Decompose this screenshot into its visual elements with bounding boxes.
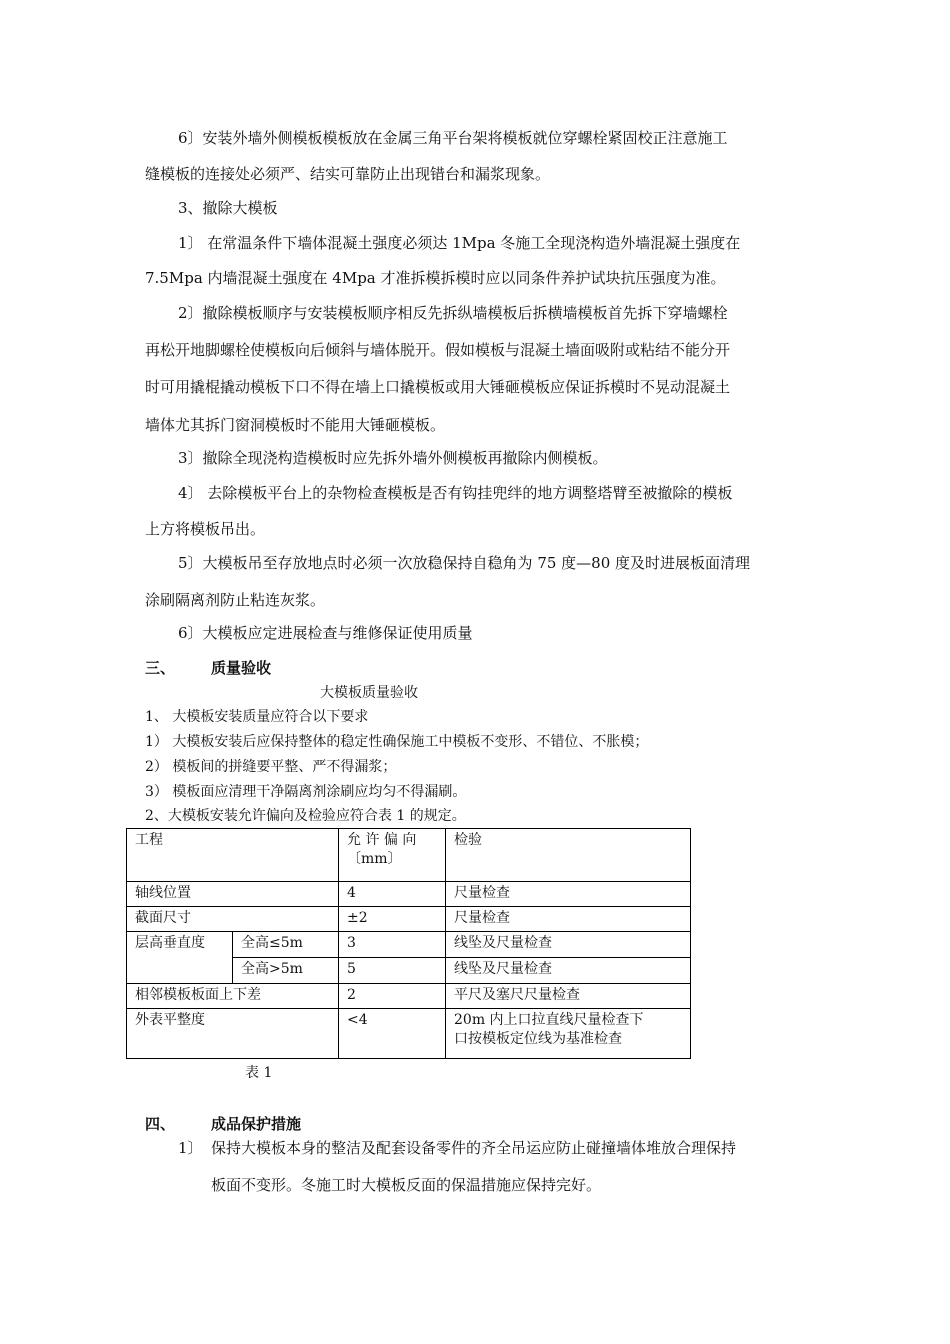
section3-line5: 2、大模板安装允许偏向及检验应符合表 1 的规定。 — [145, 808, 466, 824]
cell-item: 层高垂直度 — [127, 932, 233, 984]
section3-center-title: 大模板质量验收 — [320, 685, 418, 701]
sub3-item4-line2: 上方将模板吊出。 — [145, 520, 266, 538]
cell-tolerance: <4 — [339, 1009, 446, 1059]
cell-method: 线坠及尺量检查 — [446, 958, 691, 984]
table-row — [127, 984, 691, 1009]
cell-sub: 全高>5m — [233, 958, 339, 984]
sub3-item2-line1: 2〕撤除模板顺序与安装模板顺序相反先拆纵墙模板后拆横墙模板首先拆下穿墙螺栓 — [178, 304, 728, 322]
table-row — [127, 932, 691, 958]
table-header-row — [127, 829, 691, 882]
item6-line2: 缝模板的连接处必须严、结实可靠防止出现错台和漏浆现象。 — [145, 165, 551, 183]
cell-method: 平尺及塞尺尺量检查 — [446, 984, 691, 1009]
section4-item1-line1: 保持大模板本身的整洁及配套设备零件的齐全吊运应防止碰撞墙体堆放合理保持 — [211, 1139, 737, 1157]
table-row — [127, 1009, 691, 1059]
sub3-item2-line2: 再松开地脚螺栓使模板向后倾斜与墙体脱开。假如模板与混凝土墙面吸附或粘结不能分开 — [145, 341, 731, 359]
header-method: 检验 — [446, 829, 691, 882]
section3-line1: 1、 大模板安装质量应符合以下要求 — [145, 709, 369, 725]
sub3-item6: 6〕大模板应定进展检查与维修保证使用质量 — [178, 624, 473, 642]
header-tolerance-b: 〔mm〕 — [347, 851, 402, 867]
header-tolerance — [339, 829, 446, 882]
sub3-item3: 3〕撤除全现浇构造模板时应先拆外墙外侧模板再撤除内侧模板。 — [178, 449, 608, 467]
sub3-item5-line2: 涂刷隔离剂防止粘连灰浆。 — [145, 591, 326, 609]
cell-tolerance: 5 — [339, 958, 446, 984]
sub3-item4-line1: 4〕 去除模板平台上的杂物检查模板是否有钩挂兜绊的地方调整塔臂至被撤除的模板 — [178, 484, 733, 502]
section4-number: 四、 — [145, 1115, 176, 1133]
cell-method — [446, 1009, 691, 1059]
cell-sub: 全高≤5m — [233, 932, 339, 958]
header-item: 工程 — [127, 829, 339, 882]
section3-line4: 3） 模板面应清理干净隔离剂涂刷应均匀不得漏刷。 — [145, 784, 467, 800]
sub3-item2-line3: 时可用撬棍撬动模板下口不得在墙上口撬模板或用大锤砸模板应保证拆模时不晃动混凝土 — [145, 378, 731, 396]
item6-line1: 6〕安装外墙外侧模板模板放在金属三角平台架将模板就位穿螺栓紧固校正注意施工 — [178, 129, 728, 147]
table-row — [127, 882, 691, 907]
cell-method: 尺量检查 — [446, 907, 691, 932]
sub3-item1-line1: 1〕 在常温条件下墙体混凝土强度必须达 1Mpa 冬施工全现浇构造外墙混凝土强度在 — [178, 234, 741, 252]
table-row — [127, 907, 691, 932]
cell-tolerance: 2 — [339, 984, 446, 1009]
section4-item1-line2: 板面不变形。冬施工时大模板反面的保温措施应保持完好。 — [211, 1176, 602, 1194]
cell-method: 线坠及尺量检查 — [446, 932, 691, 958]
sub3-item2-line4: 墙体尤其拆门窗洞模板时不能用大锤砸模板。 — [145, 416, 446, 434]
section3-line2: 1） 大模板安装后应保持整体的稳定性确保施工中模板不变形、不错位、不胀模； — [145, 734, 649, 750]
cell-method-line2: 口按模板定位线为基准检查 — [454, 1031, 622, 1047]
cell-tolerance: 4 — [339, 882, 446, 907]
header-tolerance-a: 允 许 偏 向 — [347, 832, 417, 848]
cell-tolerance: ±2 — [339, 907, 446, 932]
cell-item: 截面尺寸 — [127, 907, 339, 932]
sub3-item1-line2: 7.5Mpa 内墙混凝土强度在 4Mpa 才准拆模拆模时应以同条件养护试块抗压强度为准。 — [145, 269, 726, 287]
cell-method-line1: 20m 内上口拉直线尺量检查下 — [454, 1012, 644, 1028]
cell-item: 相邻模板板面上下差 — [127, 984, 339, 1009]
tolerance-table — [126, 828, 691, 1059]
cell-method: 尺量检查 — [446, 882, 691, 907]
section3-title: 质量验收 — [211, 659, 272, 677]
cell-item: 轴线位置 — [127, 882, 339, 907]
section4-item1-num: 1〕 — [178, 1139, 203, 1157]
cell-item: 外表平整度 — [127, 1009, 339, 1059]
sub3-item5-line1: 5〕大模板吊至存放地点时必须一次放稳保持自稳角为 75 度—80 度及时进展板面清理 — [178, 554, 751, 572]
table-caption: 表 1 — [245, 1065, 273, 1081]
section4-title: 成品保护措施 — [211, 1115, 302, 1133]
sub3-heading: 3、撤除大模板 — [178, 199, 278, 217]
cell-tolerance: 3 — [339, 932, 446, 958]
section3-number: 三、 — [145, 659, 176, 677]
section3-line3: 2） 模板间的拼缝要平整、严不得漏浆； — [145, 759, 397, 775]
